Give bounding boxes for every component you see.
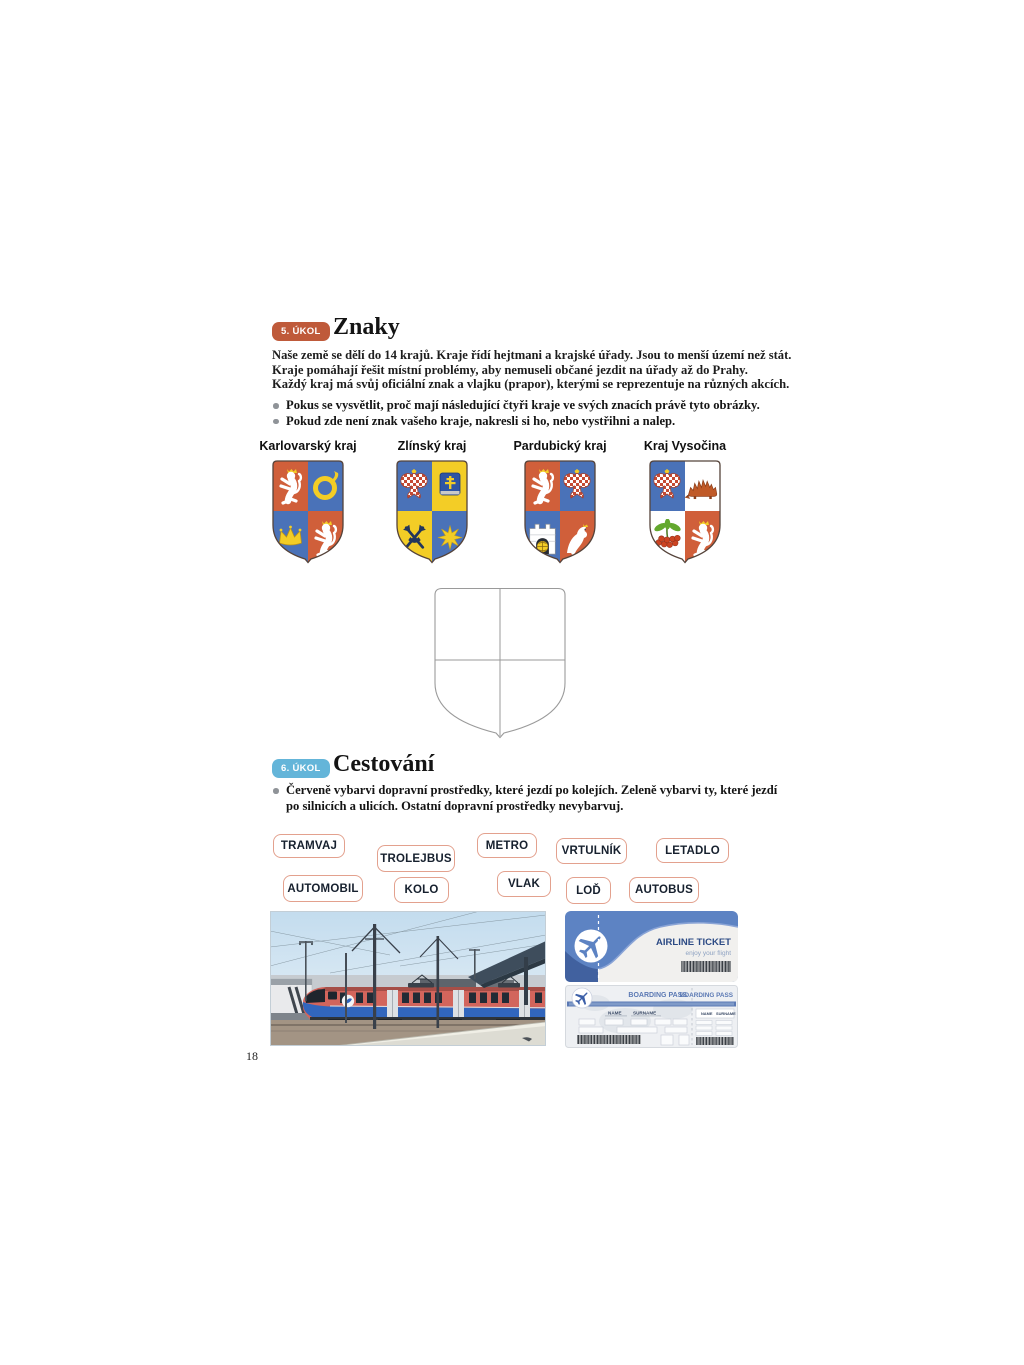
bullet-line: po silnicích a ulicích. Ostatní dopravní prostředky nevybarvuj. (286, 798, 624, 813)
region-vysocina (625, 439, 745, 565)
coat-of-arms-zlinsky (394, 459, 470, 565)
bullet-item: Pokus se vysvětlit, proč mají následující čtyři kraje ve svých znacích právě tyto obrázky. (272, 398, 760, 414)
vehicle-chip-metro: METRO (477, 833, 537, 858)
airline-ticket-title: AIRLINE TICKET (656, 937, 731, 948)
vehicle-chip-kolo: KOLO (394, 877, 449, 903)
region-zlinsky (372, 439, 492, 565)
coat-of-arms-pardubicky (522, 459, 598, 565)
empty-shield-outline (432, 587, 568, 739)
boarding-pass-title: BOARDING PASS (628, 992, 687, 999)
task5-title: Znaky (333, 314, 400, 340)
stub-barcode (696, 1037, 734, 1045)
coat-of-arms-karlovarsky (270, 459, 346, 565)
boarding-pass-stub-title: BOARDING PASS (679, 992, 733, 999)
intro-line: Naše země se dělí do 14 krajů. Kraje řídí hejtmani a krajské úřady. Jsou to menší území než stát. (272, 348, 792, 362)
vehicle-chip-trolejbus: TROLEJBUS (377, 845, 455, 872)
coat-of-arms-vysocina (647, 459, 723, 565)
stub-surname-label: SURNAME (716, 1011, 736, 1016)
region-label: Pardubický kraj (513, 439, 607, 453)
task5-intro (272, 348, 791, 392)
intro-line: Každý kraj má svůj oficiální znak a vlajku (prapor), kterými se reprezentuje na různých akcích. (272, 377, 790, 392)
vehicle-chip-vrtulnik: VRTULNÍK (556, 838, 627, 864)
vehicle-chip-letadlo: LETADLO (656, 838, 729, 863)
surname-label: SURNAME (633, 1010, 657, 1016)
region-label: Zlínský kraj (397, 439, 467, 453)
task5-bullets (272, 398, 760, 429)
name-label: NAME (608, 1010, 622, 1016)
vehicle-chip-autobus: AUTOBUS (629, 877, 699, 903)
region-label: Karlovarský kraj (259, 439, 357, 453)
bullet-item: Pokud zde není znak vašeho kraje, nakresli si ho, nebo vystřihni a nalep. (272, 414, 760, 430)
barcode (681, 961, 731, 972)
airline-ticket-subtitle: enjoy your flight (685, 950, 731, 957)
vehicle-chip-automobil: AUTOMOBIL (283, 875, 363, 902)
intro-line: Kraje pomáhají řešit místní problémy, aby nemuseli občané jezdit na úřady až do Prahy. (272, 362, 748, 377)
train-photo (270, 911, 546, 1046)
region-karlovarsky (248, 439, 368, 565)
region-pardubicky (500, 439, 620, 565)
region-label: Kraj Vysočina (643, 439, 727, 453)
stub-name-label: NAME (701, 1011, 713, 1016)
page-number: 18 (246, 1049, 258, 1063)
task6-badge: 6. ÚKOL (272, 759, 330, 778)
task6-bullet (272, 783, 1024, 814)
vehicle-chip-vlak: VLAK (497, 871, 551, 897)
bullet-line: Červeně vybarvi dopravní prostředky, které jezdí po kolejích. Zeleně vybarvi ty, které jezdí (286, 783, 778, 797)
airline-ticket (565, 911, 738, 982)
task5-badge: 5. ÚKOL (272, 322, 330, 341)
vehicle-chip-tramvaj: TRAMVAJ (273, 834, 345, 858)
boarding-pass (565, 985, 738, 1048)
barcode (577, 1035, 641, 1044)
vehicle-chip-lod: LOĎ (566, 877, 611, 904)
task6-title: Cestování (333, 751, 435, 777)
